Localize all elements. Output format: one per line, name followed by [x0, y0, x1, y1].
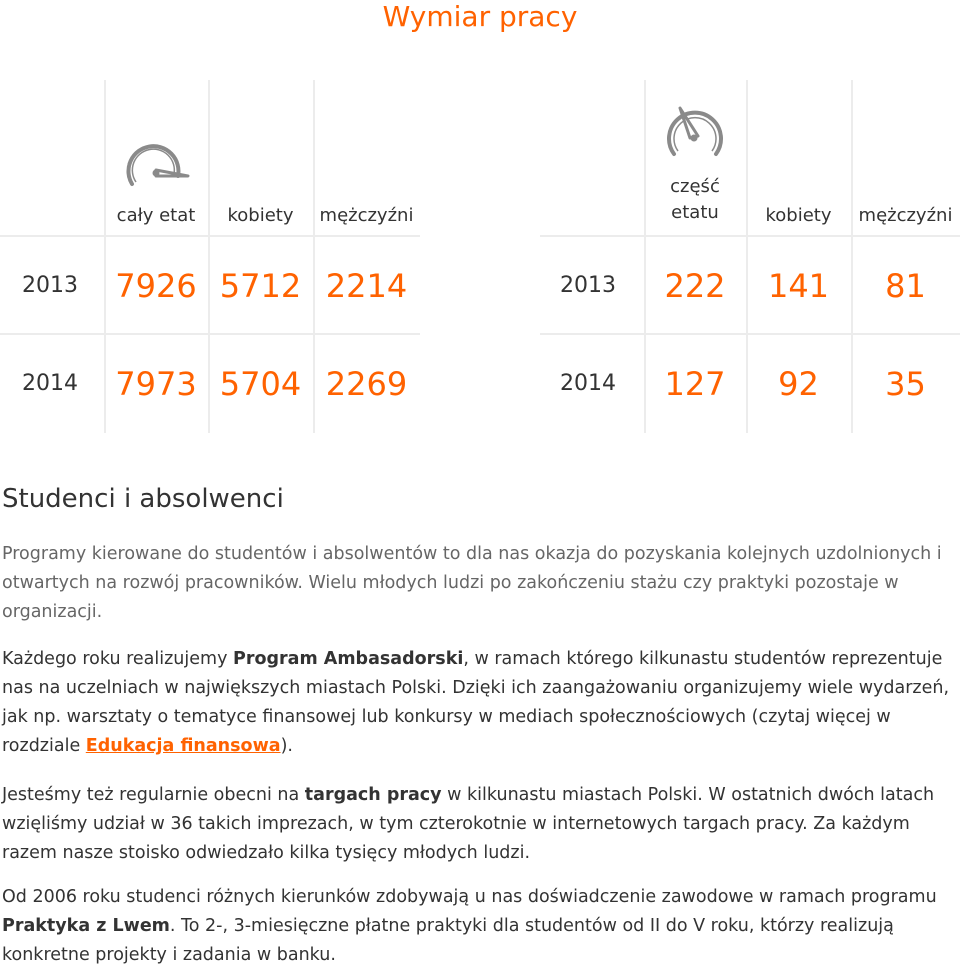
paragraph-internship — [2, 883, 956, 970]
value-cell: 92 — [778, 365, 819, 403]
text: Każdego roku realizujemy — [2, 649, 233, 669]
internship-program-name: Praktyka z Lwem — [2, 916, 170, 936]
gauge-partial-icon — [660, 102, 730, 172]
text: . To 2-, 3-miesięczne płatne praktyki dla studentów od II do V roku, którzy realizują konkretne projekty i zadania w banku. — [2, 916, 894, 965]
year-label: 2013 — [22, 273, 78, 298]
row-divider — [540, 235, 960, 237]
value-cell: 2269 — [325, 365, 408, 403]
gauge-full-icon — [120, 132, 190, 202]
header-part-time: część etatu — [670, 176, 720, 223]
program-ambassador-name: Program Ambasadorski — [233, 649, 464, 669]
year-label: 2014 — [560, 371, 616, 396]
header-women: kobiety — [765, 205, 832, 226]
row-divider — [540, 333, 960, 335]
value-cell: 2214 — [325, 267, 408, 305]
text: Od 2006 roku studenci różnych kierunków zdobywają u nas doświadczenie zawodowe w ramach programu — [2, 887, 937, 907]
paragraph-intro: Programy kierowane do studentów i absolwentów to dla nas okazja do pozyskania kolejnych uzdolnionych i otwartych na rozwój pracowników. Wielu młodych ludzi po zakończeniu stażu czy praktyki pozostaje w organizacji. — [2, 544, 942, 622]
year-label: 2013 — [560, 273, 616, 298]
year-label: 2014 — [22, 371, 78, 396]
text: , w ramach którego kilkunastu studentów reprezentuje nas na uczelniach w największych miastach Polski. Dzięki ich zaangażowaniu organizujemy wiele wydarzeń, jak np. warsztaty o tematyce finansowej lub konkursy w mediach społecznościowych (czytaj więcej w rozdziale — [2, 649, 950, 756]
header-men: mężczyźni — [319, 205, 414, 226]
text: ). — [280, 736, 293, 756]
page-title: Wymiar pracy — [382, 0, 578, 33]
value-cell: 222 — [664, 267, 726, 305]
value-cell: 81 — [885, 267, 926, 305]
value-cell: 127 — [664, 365, 726, 403]
text: w kilkunastu miastach Polski. W ostatnich dwóch latach wzięliśmy udział w 36 takich imprezach, w tym czterokotnie w internetowych targach pracy. Za każdym razem nasze stoisko odwiedzało kilka tysięcy młodych ludzi. — [2, 785, 935, 863]
section-heading: Studenci i absolwenci — [2, 484, 284, 514]
value-cell: 35 — [885, 365, 926, 403]
row-divider — [0, 333, 420, 335]
row-divider — [0, 235, 420, 237]
financial-education-link[interactable]: Edukacja finansowa — [85, 736, 281, 756]
header-women: kobiety — [227, 205, 294, 226]
value-cell: 7926 — [115, 267, 197, 305]
header-men: mężczyźni — [858, 205, 953, 226]
job-fairs-term: targach pracy — [304, 785, 442, 805]
value-cell: 5704 — [219, 365, 302, 403]
value-cell: 7973 — [115, 365, 197, 403]
header-full-time: cały etat — [116, 205, 196, 226]
text: Jesteśmy też regularnie obecni na — [2, 785, 305, 805]
value-cell: 141 — [767, 267, 830, 305]
paragraph-ambassador — [2, 645, 956, 761]
paragraph-job-fairs — [2, 781, 956, 868]
value-cell: 5712 — [219, 267, 302, 305]
